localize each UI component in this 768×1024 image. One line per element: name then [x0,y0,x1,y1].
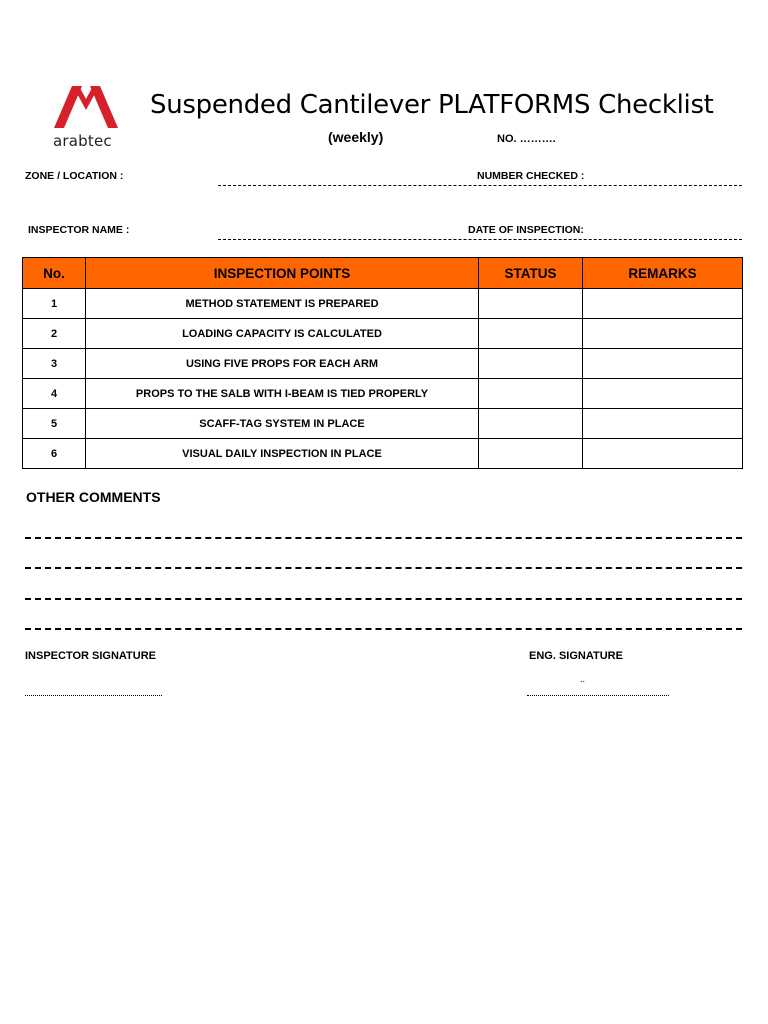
comment-line[interactable] [25,537,742,539]
row-number: 5 [23,409,86,439]
remarks-cell[interactable] [583,319,743,349]
table-header-row [23,258,743,289]
inspector-signature-label: INSPECTOR SIGNATURE [25,650,156,662]
status-cell[interactable] [479,439,583,469]
number-checked-label: NUMBER CHECKED : [477,170,585,182]
row-number: 1 [23,289,86,319]
status-cell[interactable] [479,379,583,409]
arabtec-logo-mark [48,84,124,134]
form-number-label: NO. ………. [497,133,556,145]
remarks-cell[interactable] [583,379,743,409]
other-comments-title: OTHER COMMENTS [26,489,161,505]
arabtec-logo [48,84,124,154]
table-row [23,289,743,319]
inspection-point: USING FIVE PROPS FOR EACH ARM [86,349,479,379]
engineer-signature-line[interactable] [527,695,669,696]
zone-location-label: ZONE / LOCATION : [25,170,124,182]
status-cell[interactable] [479,289,583,319]
inspection-point: PROPS TO THE SALB WITH I-BEAM IS TIED PROPERLY [86,379,479,409]
inspection-point: METHOD STATEMENT IS PREPARED [86,289,479,319]
comment-line[interactable] [25,567,742,569]
status-cell[interactable] [479,409,583,439]
status-cell[interactable] [479,349,583,379]
remarks-cell[interactable] [583,289,743,319]
inspector-signature-line[interactable] [25,695,162,696]
table-row [23,379,743,409]
date-of-inspection-label: DATE OF INSPECTION: [468,224,584,236]
inspection-point: SCAFF-TAG SYSTEM IN PLACE [86,409,479,439]
row-number: 3 [23,349,86,379]
column-header-status: STATUS [479,258,583,289]
remarks-cell[interactable] [583,349,743,379]
comment-line[interactable] [25,628,742,630]
inspection-point: LOADING CAPACITY IS CALCULATED [86,319,479,349]
logo-text: arabtec [53,132,112,150]
inspection-table [22,257,743,469]
zone-number-field-line[interactable] [218,185,742,186]
row-number: 4 [23,379,86,409]
status-cell[interactable] [479,319,583,349]
small-mark: .. [580,674,586,684]
column-header-inspection-points: INSPECTION POINTS [86,258,479,289]
page-title: Suspended Cantilever PLATFORMS Checklist [150,90,714,120]
column-header-no: No. [23,258,86,289]
row-number: 2 [23,319,86,349]
table-row [23,439,743,469]
table-row [23,409,743,439]
comment-line[interactable] [25,598,742,600]
column-header-remarks: REMARKS [583,258,743,289]
inspector-name-label: INSPECTOR NAME : [28,224,130,236]
table-row [23,349,743,379]
row-number: 6 [23,439,86,469]
remarks-cell[interactable] [583,409,743,439]
engineer-signature-label: ENG. SIGNATURE [529,650,623,662]
table-row [23,319,743,349]
inspector-date-field-line[interactable] [218,239,742,240]
remarks-cell[interactable] [583,439,743,469]
inspection-point: VISUAL DAILY INSPECTION IN PLACE [86,439,479,469]
page-subtitle: (weekly) [328,129,384,145]
